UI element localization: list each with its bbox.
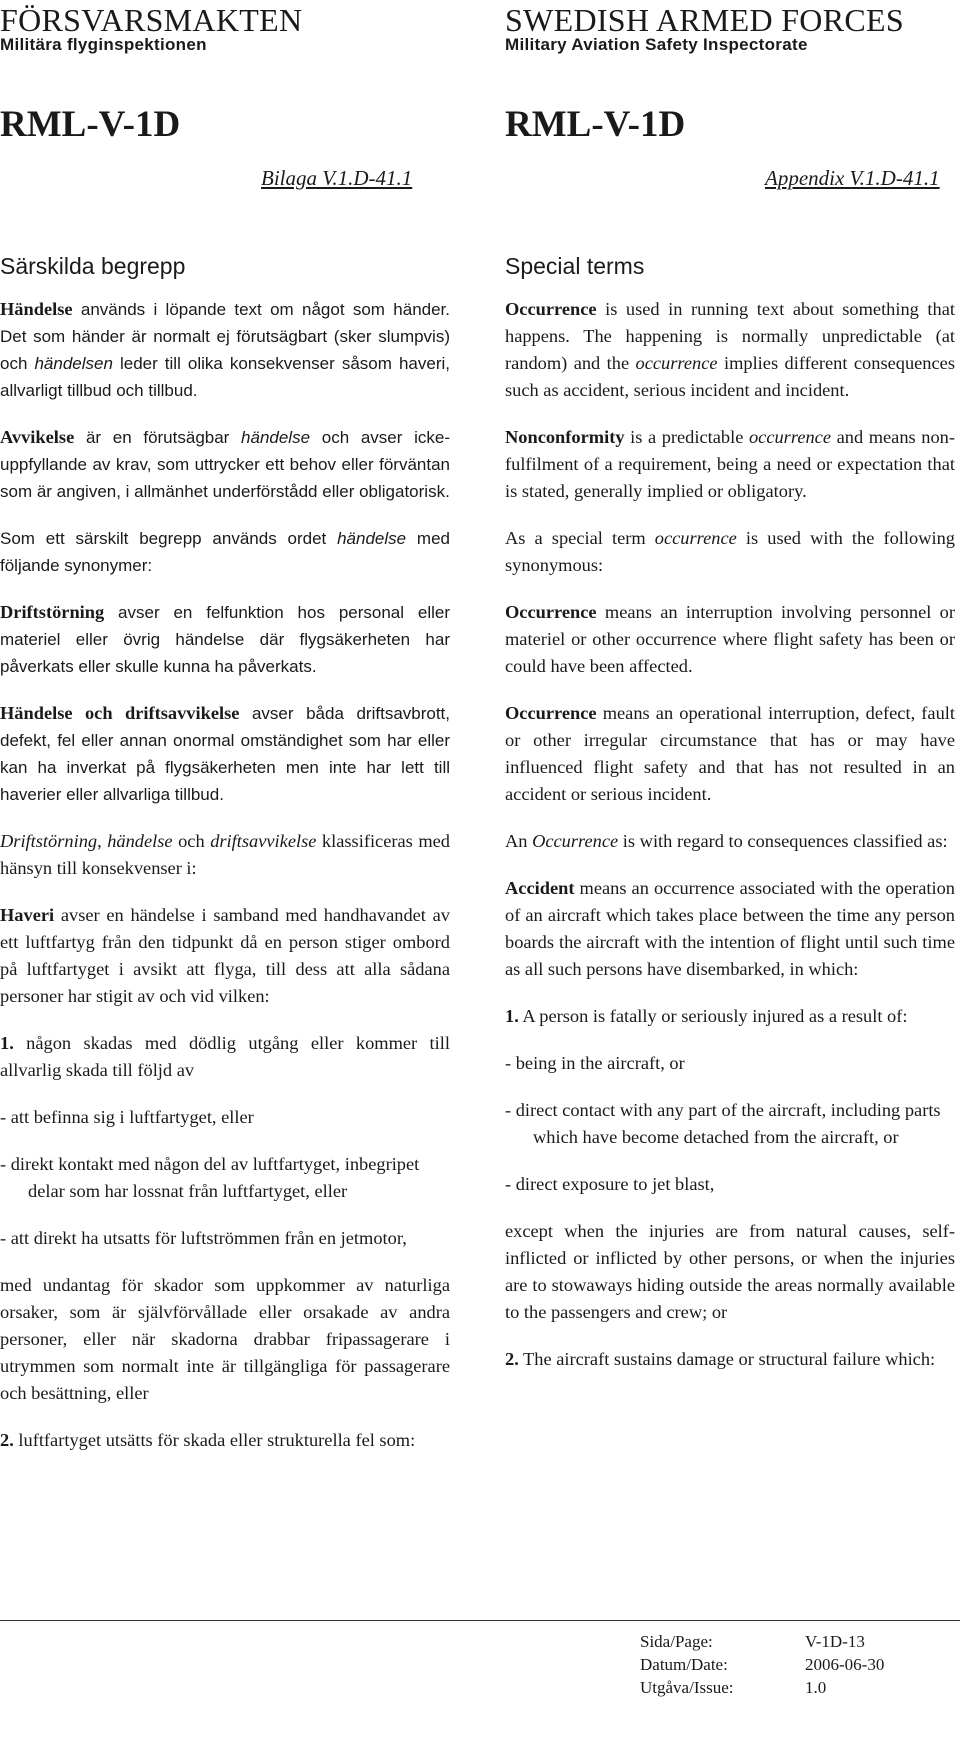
dash-item: - att direkt ha utsatts för luftströmmen från en jetmotor,	[0, 1228, 407, 1248]
text: avser båda driftsavbrott, defekt, fel eller annan onormal omständighet som har eller kan ha inverkat på flygsäkerheten men inte har lett till haverier eller allvarliga tillbud.	[0, 704, 451, 804]
term: Accident	[505, 878, 575, 898]
paragraph	[505, 875, 955, 983]
issue-label: Utgåva/Issue:	[640, 1678, 734, 1697]
text: An	[505, 831, 533, 851]
paragraph	[0, 424, 450, 505]
quoted-term: händelse	[107, 831, 173, 851]
footer-row-issue	[640, 1676, 884, 1699]
term: Haveri	[0, 905, 55, 925]
text: används i löpande text om något som händer. Det som händer är normalt ej förutsägbart (sker slumpvis) och	[0, 300, 450, 373]
text: is with regard to consequences classified as:	[618, 831, 948, 851]
dash-item: - direct contact with any part of the aircraft, including parts which have become detached from the aircraft, or	[505, 1100, 941, 1147]
term: Occurrence	[505, 299, 597, 319]
item-number: 1.	[0, 1033, 14, 1053]
paragraph	[505, 828, 955, 855]
paragraph	[505, 296, 955, 404]
text: klassificeras med hänsyn till konsekvenser i:	[0, 831, 451, 878]
text: is a predictable	[624, 427, 749, 447]
org-subtitle: Militära flyginspektionen	[0, 35, 207, 54]
paragraph	[505, 599, 955, 680]
document-id: RML-V-1D	[0, 104, 181, 145]
date-value: 2006-06-30	[805, 1655, 885, 1674]
date-label: Datum/Date:	[640, 1655, 728, 1674]
quoted-term: händelse	[337, 529, 407, 548]
page-footer	[640, 1630, 884, 1699]
term: Driftstörning	[0, 602, 105, 622]
footer-divider	[0, 1620, 960, 1621]
quoted-term: occurrence	[635, 353, 718, 373]
item-number: 2.	[0, 1430, 14, 1450]
text: is used with the following synonymous:	[505, 528, 955, 575]
paragraph	[505, 525, 955, 579]
section-title: Special terms	[505, 253, 645, 279]
appendix-ref: Bilaga V.1.D-41.1	[261, 166, 413, 190]
quoted-term: occurrence	[748, 427, 831, 447]
section-title: Särskilda begrepp	[0, 253, 186, 279]
paragraph: except when the injuries are from natural causes, self-inflicted or inflicted by other persons, or when the injuries are to stowaways hiding outside the areas normally available to the passengers and crew; or	[505, 1221, 955, 1322]
text: The aircraft sustains damage or structural failure which:	[518, 1349, 936, 1369]
item-number: 2.	[505, 1349, 519, 1369]
text: avser en händelse i samband med handhavandet av ett luftfartyg från den tidpunkt då en person stiger ombord på luftfartyget i avsikt att flyga, till dess att alla sådana personer har stigit av och vid vilken:	[0, 905, 450, 1006]
paragraph	[505, 1346, 955, 1373]
term: Avvikelse	[0, 427, 75, 447]
term: Occurrence	[505, 703, 597, 723]
text: means an operational interruption, defect, fault or other irregular circumstance that has or may have influenced flight safety and that has not resulted in an accident or serious incident.	[505, 703, 955, 804]
paragraph	[0, 902, 450, 1010]
paragraph	[0, 525, 450, 579]
term: Händelse och driftsavvikelse	[0, 703, 240, 723]
quoted-term: Occurrence	[532, 831, 619, 851]
issue-value: 1.0	[805, 1678, 827, 1697]
text: luftfartyget utsätts för skada eller strukturella fel som:	[13, 1430, 416, 1450]
appendix-ref: Appendix V.1.D-41.1	[765, 166, 940, 190]
paragraph	[505, 1003, 955, 1030]
paragraph	[0, 1427, 450, 1454]
paragraph	[0, 599, 450, 680]
org-name: FÖRSVARSMAKTEN	[0, 2, 303, 38]
text: means an interruption involving personnel or materiel or other occurrence where flight safety has been or could have been affected.	[505, 602, 955, 676]
quoted-term: händelsen	[34, 354, 113, 373]
paragraph	[505, 700, 955, 808]
text: implies different consequences such as accident, serious incident and incident.	[505, 353, 955, 400]
dash-item: - being in the aircraft, or	[505, 1053, 685, 1073]
page-label: Sida/Page:	[640, 1632, 713, 1651]
text: ,	[97, 831, 108, 851]
org-name: SWEDISH ARMED FORCES	[505, 2, 904, 38]
text: leder till olika konsekvenser såsom haveri, allvarligt tillbud och tillbud.	[0, 354, 450, 400]
org-header	[505, 2, 904, 54]
text: means an occurrence associated with the operation of an aircraft which takes place between the time any person boards the aircraft with the intention of flight until such time as all such persons have disembarked, in which:	[505, 878, 955, 979]
term: Nonconformity	[505, 427, 625, 447]
text: någon skadas med dödlig utgång eller kommer till allvarlig skada till följd av	[0, 1033, 450, 1080]
org-header	[0, 2, 302, 54]
paragraph	[505, 424, 955, 505]
paragraph	[0, 296, 450, 404]
page-number: V-1D-13	[805, 1632, 865, 1651]
text: och	[172, 831, 211, 851]
org-subtitle: Military Aviation Safety Inspectorate	[505, 35, 808, 54]
text: is used in running text about something that happens. The happening is normally unpredictable (at random) and the	[505, 299, 955, 373]
text: Som ett särskilt begrepp används ordet	[0, 529, 338, 548]
text: As a special term	[505, 528, 655, 548]
footer-row-date	[640, 1653, 884, 1676]
text: avser en felfunktion hos personal eller materiel eller övrig händelse där flygsäkerheten har påverkats eller skulle kunna ha påverkats.	[0, 603, 450, 676]
quoted-term: driftsavvikelse	[210, 831, 317, 851]
term: Occurrence	[505, 602, 597, 622]
paragraph	[0, 828, 450, 882]
quoted-term: händelse	[241, 428, 311, 447]
body-text	[505, 296, 955, 1393]
quoted-term: occurrence	[654, 528, 737, 548]
paragraph	[0, 700, 450, 808]
document-id: RML-V-1D	[505, 104, 686, 145]
dash-item: - att befinna sig i luftfartyget, eller	[0, 1107, 254, 1127]
body-text	[0, 296, 450, 1474]
item-number: 1.	[505, 1006, 519, 1026]
text: är en förutsägbar	[74, 428, 242, 447]
dash-item: - direkt kontakt med någon del av luftfartyget, inbegripet delar som har lossnat från luftfartyget, eller	[0, 1154, 420, 1201]
text: med följande synonymer:	[0, 529, 451, 575]
quoted-term: Driftstörning	[0, 831, 98, 851]
dash-item: - direct exposure to jet blast,	[505, 1174, 715, 1194]
paragraph: med undantag för skador som uppkommer av naturliga orsaker, som är självförvållade eller orsakade av andra personer, eller när skadorna drabbar fripassagerare i utrymmen som normalt inte är tillgängliga för passagerare och besättning, eller	[0, 1275, 450, 1403]
term: Händelse	[0, 299, 73, 319]
paragraph	[0, 1030, 450, 1084]
footer-row-page	[640, 1630, 884, 1653]
text: och avser icke-uppfyllande av krav, som uttrycker ett behov eller förväntan som är angiven, i allmänhet underförstådd eller obligatorisk.	[0, 428, 450, 501]
text: A person is fatally or seriously injured as a result of:	[518, 1006, 908, 1026]
text: and means non-fulfilment of a requirement, being a need or expectation that is stated, generally implied or obligatory.	[505, 427, 955, 501]
